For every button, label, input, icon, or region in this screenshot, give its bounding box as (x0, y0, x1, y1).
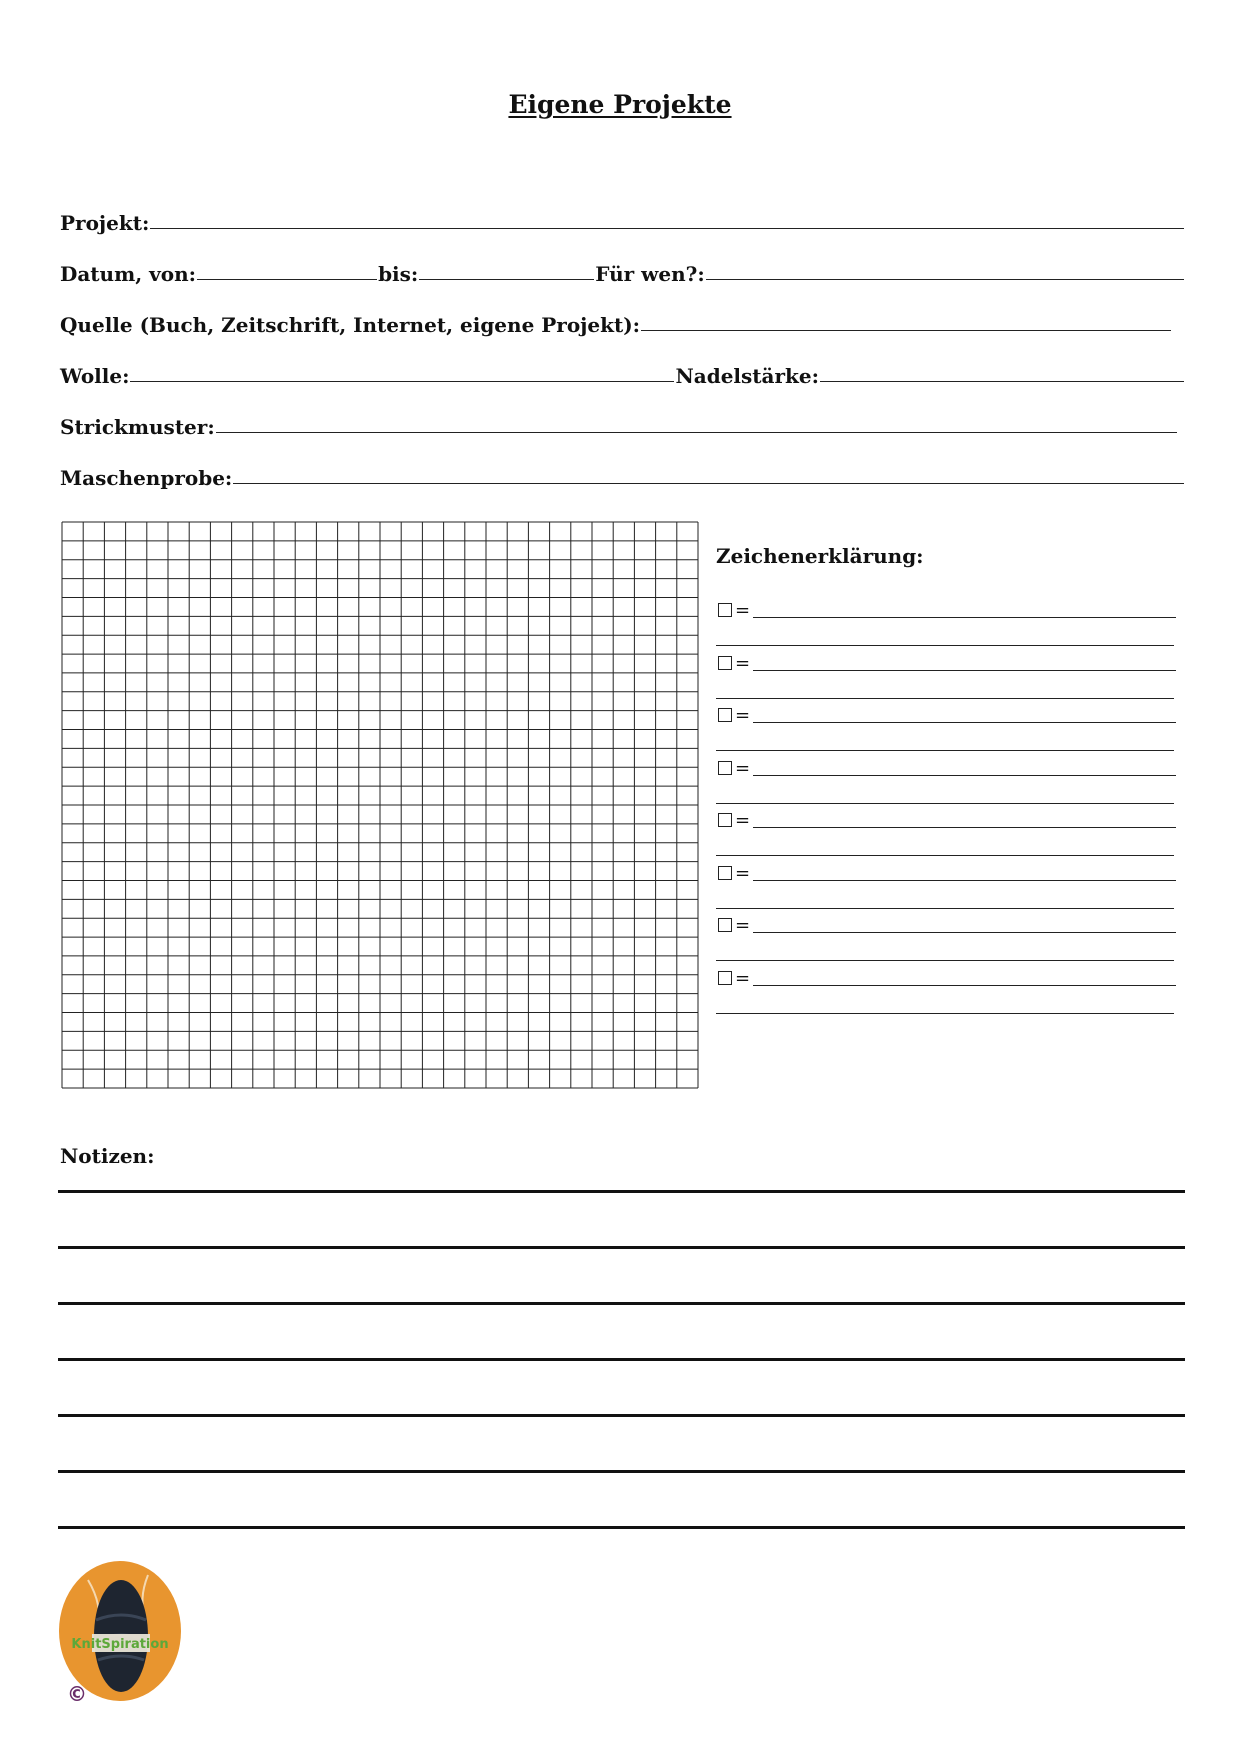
legend-symbol-box[interactable] (718, 971, 732, 985)
strickmuster-label: Strickmuster: (60, 415, 215, 439)
page-title: Eigene Projekte (508, 90, 732, 119)
projekt-blank[interactable] (150, 228, 1184, 229)
notes-line[interactable] (58, 1414, 1185, 1417)
legend-continuation-line[interactable] (716, 908, 1174, 909)
legend-equals: = (735, 705, 751, 726)
legend-equals: = (735, 810, 751, 831)
legend-equals: = (735, 862, 751, 884)
legend-entry (716, 915, 1177, 939)
field-maschenprobe (60, 460, 1185, 490)
legend-entry (716, 810, 1177, 834)
notes-line[interactable] (58, 1302, 1185, 1305)
legend-equals: = (735, 967, 751, 989)
maschenprobe-label: Maschenprobe: (60, 466, 233, 490)
legend-continuation-line[interactable] (716, 960, 1174, 961)
legend-meaning-blank[interactable] (753, 722, 1176, 723)
legend-entry (716, 968, 1177, 992)
legend-meaning-blank[interactable] (753, 827, 1176, 828)
legend-continuation-line[interactable] (716, 855, 1174, 856)
notes-line[interactable] (58, 1358, 1185, 1361)
nadelstaerke-blank[interactable] (820, 381, 1184, 382)
legend-equals: = (735, 600, 751, 621)
legend-symbol-box[interactable] (718, 761, 732, 775)
legend-meaning-blank[interactable] (753, 932, 1176, 933)
projekt-label: Projekt: (60, 211, 150, 235)
field-strickmuster (60, 409, 1178, 439)
legend-meaning-blank[interactable] (753, 775, 1176, 776)
legend-title: Zeichenerklärung: (716, 544, 924, 568)
fuer-wen-blank[interactable] (706, 279, 1184, 280)
legend-continuation-line[interactable] (716, 750, 1174, 751)
knitting-chart-grid[interactable] (60, 520, 700, 1094)
maschenprobe-blank[interactable] (233, 483, 1184, 484)
legend-equals: = (735, 652, 751, 674)
legend-entry (716, 758, 1177, 782)
legend-symbol-box[interactable] (718, 918, 732, 932)
notes-line[interactable] (58, 1526, 1185, 1529)
legend-continuation-line[interactable] (716, 803, 1174, 804)
legend-entry (716, 653, 1177, 677)
legend-symbol-box[interactable] (718, 603, 732, 617)
bis-blank[interactable] (419, 279, 594, 280)
legend-continuation-line[interactable] (716, 645, 1174, 646)
legend-meaning-blank[interactable] (753, 670, 1176, 671)
bis-label: bis: (378, 262, 419, 286)
grid-svg (60, 520, 700, 1090)
legend-symbol-box[interactable] (718, 656, 732, 670)
legend-symbol-box[interactable] (718, 813, 732, 827)
fuer-wen-label: Für wen?: (595, 262, 705, 286)
wolle-label: Wolle: (60, 364, 130, 388)
legend-entry (716, 705, 1177, 729)
notes-title: Notizen: (60, 1144, 155, 1168)
quelle-blank[interactable] (641, 330, 1171, 331)
nadelstaerke-label: Nadelstärke: (675, 364, 819, 388)
legend-continuation-line[interactable] (716, 698, 1174, 699)
legend-entry (716, 600, 1177, 624)
legend-meaning-blank[interactable] (753, 880, 1176, 881)
notes-line[interactable] (58, 1246, 1185, 1249)
quelle-label: Quelle (Buch, Zeitschrift, Internet, eigene Projekt): (60, 313, 641, 337)
legend-continuation-line[interactable] (716, 1013, 1174, 1014)
notes-line[interactable] (58, 1470, 1185, 1473)
strickmuster-blank[interactable] (216, 432, 1177, 433)
legend-equals: = (735, 915, 751, 936)
field-quelle (60, 307, 1172, 337)
legend-entry (716, 863, 1177, 887)
field-projekt (60, 205, 1185, 235)
copyright-symbol: © (67, 1682, 87, 1706)
legend-symbol-box[interactable] (718, 866, 732, 880)
wolle-blank[interactable] (130, 381, 674, 382)
legend-meaning-blank[interactable] (753, 985, 1176, 986)
field-wolle (60, 358, 1185, 388)
logo-graphic (58, 1560, 188, 1708)
knitspiration-logo (58, 1560, 188, 1708)
legend-meaning-blank[interactable] (753, 617, 1176, 618)
logo-text: KnitSpiration (71, 1637, 169, 1652)
field-datum (60, 256, 1185, 286)
notes-line[interactable] (58, 1190, 1185, 1193)
datum-von-label: Datum, von: (60, 262, 197, 286)
datum-von-blank[interactable] (197, 279, 377, 280)
legend-equals: = (735, 757, 751, 779)
legend-symbol-box[interactable] (718, 708, 732, 722)
